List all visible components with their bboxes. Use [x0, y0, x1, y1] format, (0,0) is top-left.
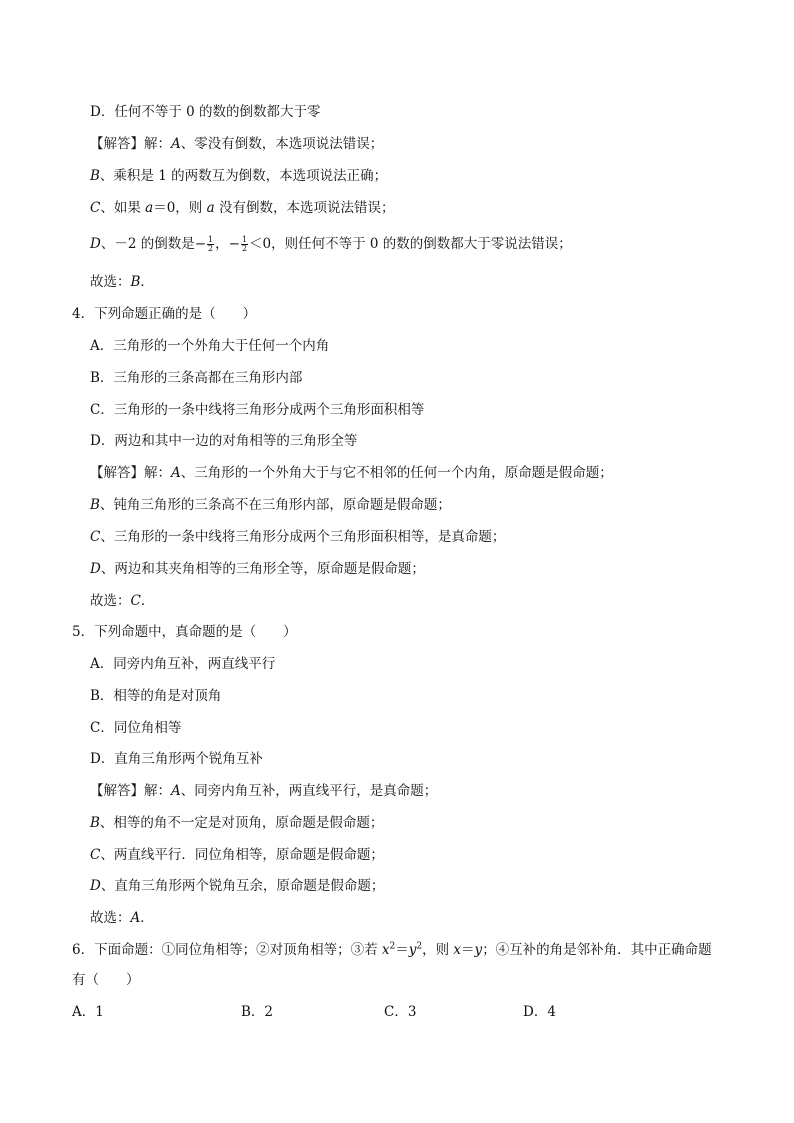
q4-option-d: D．两边和其中一边的对角相等的三角形全等 [90, 433, 358, 449]
q6-stem-line2: 有（ ） [72, 972, 140, 988]
fraction-one-half: $\frac{1}{2}$ [241, 235, 248, 253]
q5-answer-c: C、两直线平行．同位角相等，原命题是假命题； [90, 847, 384, 863]
q3-choice: 故选：B． [90, 274, 154, 290]
answer-tag: 【解答】 [90, 465, 144, 481]
q3-answer-a: 【解答】解：A、零没有倒数，本选项说法错误； [90, 136, 384, 152]
q4-choice: 故选：C． [90, 593, 155, 609]
q4-option-b: B．三角形的三条高都在三角形内部 [90, 370, 303, 386]
q4-stem: 4．下列命题正确的是（ ） [72, 306, 257, 322]
q6-option-d: D．4 [523, 1004, 556, 1020]
q4-option-a: A．三角形的一个外角大于任何一个内角 [90, 338, 330, 354]
q5-answer-d: D、直角三角形两个锐角互余，原命题是假命题； [90, 878, 385, 894]
answer-tag: 【解答】 [90, 783, 144, 799]
q5-answer-b: B、相等的角不一定是对顶角，原命题是假命题； [90, 815, 384, 831]
q5-stem: 5．下列命题中，真命题的是（ ） [72, 624, 297, 640]
q5-choice: 故选：A． [90, 910, 154, 926]
fraction-one-half: $\frac{1}{2}$ [208, 235, 214, 253]
q3-answer-b: B、乘积是 1 的两数互为倒数，本选项说法正确； [90, 168, 388, 184]
q6-option-b: B．2 [241, 1004, 274, 1020]
q3-answer-c: C、如果 a＝0，则 a 没有倒数，本选项说法错误； [90, 200, 395, 216]
q5-option-d: D．直角三角形两个锐角互补 [90, 751, 263, 767]
q5-option-c: C．同位角相等 [90, 720, 182, 736]
q3-option-d: D．任何不等于 0 的数的倒数都大于零 [90, 104, 321, 120]
q4-answer-a: 【解答】解：A、三角形的一个外角大于与它不相邻的任何一个内角，原命题是假命题； [90, 465, 613, 481]
q4-answer-d: D、两边和其夹角相等的三角形全等，原命题是假命题； [90, 561, 425, 577]
q5-option-a: A．同旁内角互补，两直线平行 [90, 656, 276, 672]
q6-stem: 6．下面命题：①同位角相等；②对顶角相等；③若 $x^2=y^2$，则 x＝y；④互补的角是邻补角．其中正确命题 [72, 941, 712, 958]
q4-option-c: C．三角形的一条中线将三角形分成两个三角形面积相等 [90, 402, 425, 418]
q5-answer-a: 【解答】解：A、同旁内角互补，两直线平行，是真命题； [90, 783, 438, 799]
q6-option-c: C．3 [384, 1004, 417, 1020]
q4-answer-c: C、三角形的一条中线将三角形分成两个三角形面积相等，是真命题； [90, 529, 506, 545]
q3-answer-d: D、－2 的倒数是− $\frac{1}{2}$ ，− $\frac{1}{2}$ ＜0，则任何不等于 0 的数的倒数都大于零说法错误； [90, 235, 572, 253]
answer-tag: 【解答】 [90, 136, 144, 152]
q6-option-a: A．1 [72, 1004, 104, 1020]
q4-answer-b: B、钝角三角形的三条高不在三角形内部，原命题是假命题； [90, 497, 451, 513]
q5-option-b: B．相等的角是对顶角 [90, 688, 222, 704]
